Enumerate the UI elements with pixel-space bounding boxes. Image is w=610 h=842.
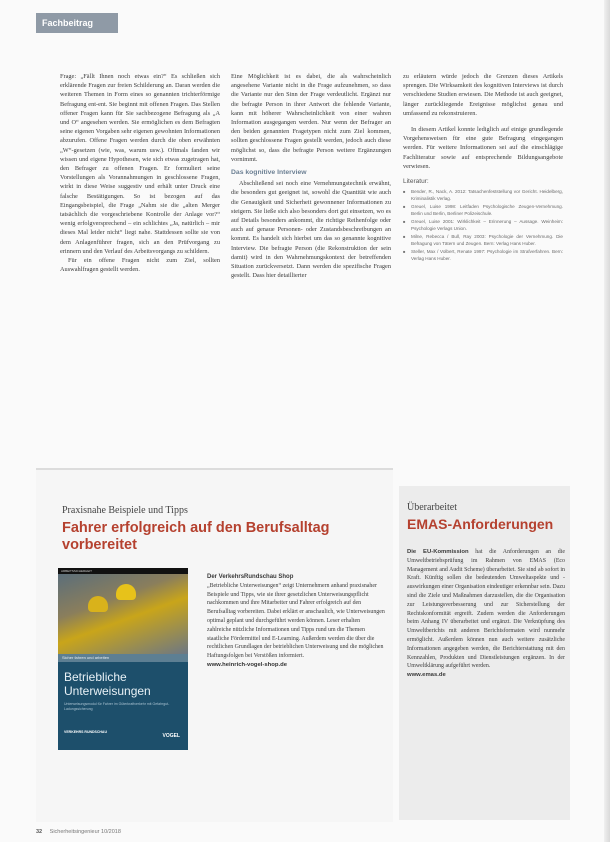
shop-link[interactable]: www.heinrich-vogel-shop.de [207, 661, 287, 668]
emas-link[interactable]: www.emas.de [407, 672, 446, 679]
book-subtitle: Sicher fahren und arbeiten [58, 654, 188, 662]
article-column-2 [231, 72, 391, 468]
literature-item: ■ Steller, Max / Volbert, Renate 1997: Psychologie im Strafverfahren. Bern: Verlag Hans Huber. [403, 248, 563, 262]
col1-paragraph: Für ein offene Fragen nicht zum Ziel, sollten Auswahlfragen gestellt werden. [60, 257, 220, 274]
book-promo-body: „Betriebliche Unterweisungen“ zeigt Unternehmern anhand praxisnaher Beispiele und Tipps, wie sie ihrer gesetzlichen Unterweisungspflicht nachkommen und ihre Mitarbeiter und Fahrer erfolgreich auf den Berufsalltag vorbereiten. Dabei erklärt er anschaulich, wie Unterweisungen optimal geplant und durchgeführt werden können. Leser erhalten zahlreiche nützliche Informationen und Tipps rund um die Themen staatliche Fördermittel und E-Learning. Außerdem werden die über die rechtlichen Grundlagen der betrieblichen Unterweisung und die möglichen Haftungsfolgen bei Verstößen informiert. [207, 582, 385, 660]
book-publisher: VOGEL [162, 733, 180, 739]
page-footer [36, 829, 121, 835]
literature-item: ■ Greuel, Luise 1998: Leitfaden Psychologische Zeugen-Vernehmung. Berlin und Berlin, Berliner Polizeischule. [403, 203, 563, 217]
literature-item: ■ Bender, R., Nack, A. 2012: Tatsachenfeststellung vor Gericht. Heidelberg, Kriminalistik Verlag. [403, 188, 563, 202]
book-promo-kicker: Praxisnahe Beispiele und Tipps [62, 505, 188, 516]
emas-box [399, 486, 570, 820]
book-title [64, 670, 151, 698]
book-promo-title: Fahrer erfolgreich auf den Berufsalltag vorbereitet [62, 520, 330, 553]
emas-kicker: Überarbeitet [407, 502, 457, 513]
literature-heading: Literatur: [403, 178, 429, 186]
book-title-line: Unterweisungen [64, 684, 151, 698]
book-title-line: Betriebliche [64, 670, 127, 684]
subheading: Das kognitive Interview [231, 169, 307, 177]
helmet-shape [88, 596, 108, 612]
col2-paragraph: Abschließend sei noch eine Vernehmungstechnik erwähnt, die besonders gut geeignet ist, sowohl die Quantität wie auch die Genauigkeit und Sicherheit gewonnener Informationen zu steigern. Sie ließe sich also besonders dort gut einsetzen, wo es auf Details besonders ankommt, die richtige Reihenfolge oder auch auf genaue Personen- oder Zustandsbeschreibungen an kommt. Es handelt sich hierbei um das so genannte kognitive Interview. Die befragte Person (die Rekonstruktion der sein damit) wird in den Wahrnehmungskontext der betreffenden Situation zurückversetzt. Dann werden die spezifische Fragen gestellt. Dass hier detaillierter [231, 180, 391, 280]
book-publisher-logo: VERKEHRS RUNDSCHAU [64, 730, 107, 734]
article-column-1 [60, 72, 220, 468]
emas-lead: Die EU-Kommission [407, 549, 469, 555]
book-promo-lead: Der VerkehrsRundschau Shop [207, 574, 294, 580]
col2-paragraph: Eine Möglichkeit ist es dabei, die als wahrscheinlich angesehene Variante nicht in die Frage aufzunehmen, so dass die Variante nur den Sinn der Frage verdeutlicht. Ergänzt nur die befragte Person in ihrer Antwort die fehlende Variante, kann mit höherer Wahrscheinlichkeit von einer wahren Information ausgegangen werden. Nur wenn der Befrager an den beiden genannten Fragetypen nicht zum Ziel kommen, sollten geschlossene Fragen gestellt werden, jedoch auch diese möglichst so, dass die befragte Person weitere Ergänzungen vornimmt. [231, 73, 391, 163]
literature-list [403, 188, 563, 262]
col3-paragraph: In diesem Artikel konnte lediglich auf einige grundlegende Vorgehensweisen für eine gute Befragung eingegangen werden. Für weitere Informationen sei auf die einschlägige Fachliteratur sowie auf entsprechende Bildungsangebote verwiesen. [403, 126, 563, 170]
col3-paragraph: zu erläutern würde jedoch die Grenzen dieses Artikels sprengen. Die Wirksamkeit des kognitiven Interviews ist durch verschiedene Studien erwiesen. Die Methode ist auch geeignet, länger zurückliegende Ereignisse möglichst genau und umfassend zu rekonstruieren. [403, 73, 563, 117]
emas-text [407, 548, 565, 680]
literature-item: ■ Greuel, Luise 2001: Wirklichkeit – Erinnerung – Aussage. Weinheim: Psychologie Verlags Union. [403, 218, 563, 232]
page-number: 32 [36, 829, 43, 835]
book-cover-image [58, 568, 188, 750]
literature-item: ■ Milne, Rebecca / Bull, Ray 2003: Psychologie der Vernehmung. Die Befragung von Tätern und Zeugen. Bern: Verlag Hans Huber. [403, 233, 563, 247]
book-promo-text [207, 573, 385, 670]
book-cover-photo [58, 574, 188, 654]
col1-paragraph: Frage: „Fällt Ihnen noch etwas ein?“ Es schließen sich erklärende Fragen zur freien Schilderung an. Daran werden die weiteren Themen in Form eines so genannten trichterförmige Befragung ent-ent. Sie beginnt mit offenen Fragen. Das Stellen offener Fragen kann für Sie sachbezogene Befragung als „A und O“ angesehen werden. Sie ermöglichen es dem Befragten seine eigenen Vorgaben sehr eigenen gewohnten Informationen abzurufen. Offene Fragen werden durch die oben erwähnten „W“-gesetzen (wie, was, warum usw.). Oftmals fanden wir wissen und eigene Hypothesen, wie sich etwas zugetragen hat, den Befrager zu offenen Fragen. Er formuliert seine Vorstellungen als Vorannahmungen in geschlossene Fragen, wirkt in diese Weise suggestiv und erhält unter Druck eine falsche Bestätigungen. So ist bezogen auf das Eingangsbeispiel, die Frage „Nahm sie die „alten Merger tatsächlich die vorgeschriebene Kontrolle der Anlage vor?“ wenig erfolgversprechend – ein schlichtes „Ja, natürlich – mir dieses Mal leider nicht“ liegt nahe. Stattdessen sollte sie von dem Anlagenführer fragen, sich an den Prüfvorgang zu erinnern und den Verlauf des Arbeitsvorgangs zu schildern. [60, 73, 220, 255]
section-tab: Fachbeitrag [36, 13, 118, 33]
publication-name: Sicherheitsingenieur 10/2018 [49, 829, 121, 835]
emas-title: EMAS-Anforderungen [407, 516, 554, 532]
emas-body: hat die Anforderungen an die Umweltbetriebsprüfung im Rahmen von EMAS (Eco Management and Audit Scheme) überarbeitet. Sie sind ab sofort in Kraft. Künftig sollen die bedeutenden Umweltaspekte und -auswirkungen einer Organisation eindeutiger erkennbar sein. Dazu sind die Ziele und Maßnahmen darzustellen, die die Organisation zur Leistungsverbesserung und zur Sicherstellung der Rechtskonformität ergreift. Zudem werden die Anforderungen beim Anhang IV überarbeitet und ergänzt. Die Verknüpfung des Umweltberichts mit anderen Berichtsformaten wird nunmehr ermöglicht. Außerdem können nun auch weitere zusätzliche Informationen angegeben werden, die Berichterstattung mit den Kennzahlen, Produkten und Dienstleistungen ergänzen. In der Umweltklärung aufgeführt werden. [407, 549, 565, 670]
page-edge-shadow [604, 0, 610, 842]
book-description: Unterweisungsmodul für Fahrer im Güterkraftverkehr mit Gefahrgut-Ladungssicherung [64, 702, 170, 711]
helmet-shape [116, 584, 136, 600]
article-column-3 [403, 72, 563, 468]
book-series-label: ARBEITSSICHERHEIT [58, 568, 188, 574]
